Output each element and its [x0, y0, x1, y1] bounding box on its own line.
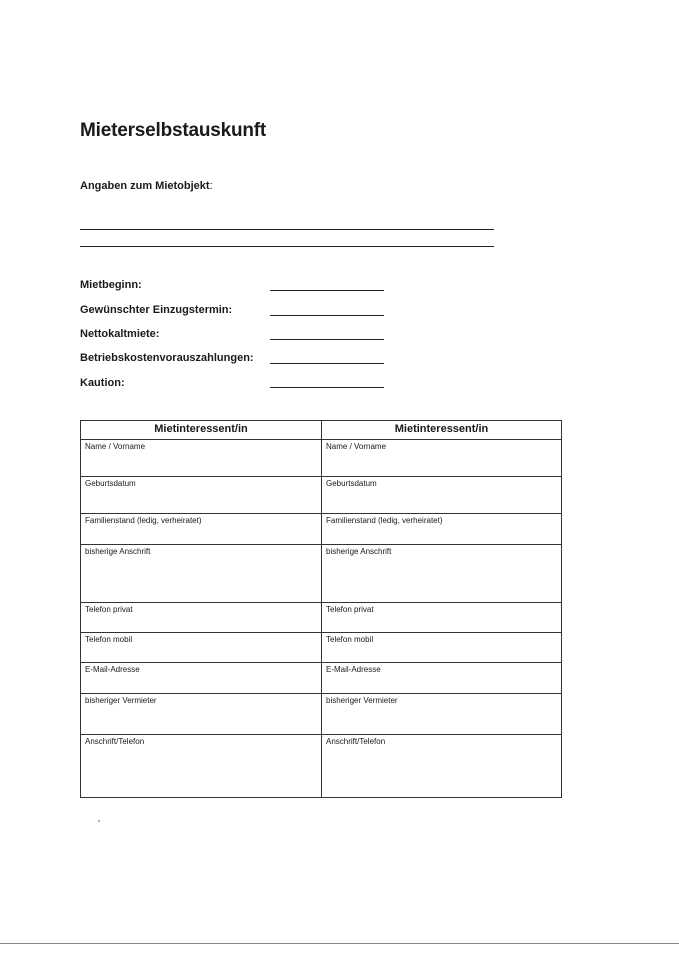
table-row: [81, 735, 562, 798]
cell-tenant-1-phone[interactable]: Telefon privat: [81, 603, 322, 633]
table-row: [81, 694, 562, 735]
cell-tenant-2-email[interactable]: E-Mail-Adresse: [322, 663, 562, 694]
line-nettokaltmiete[interactable]: [270, 339, 384, 340]
cell-tenant-1-birthdate[interactable]: Geburtsdatum: [81, 477, 322, 514]
table-row: [81, 545, 562, 603]
mietobjekt-line-1[interactable]: [80, 229, 494, 230]
label-kaution: Kaution:: [80, 377, 125, 389]
header-tenant-1: Mietinteressent/in: [81, 421, 322, 440]
cell-tenant-2-marital[interactable]: Familienstand (ledig, verheiratet): [322, 514, 562, 545]
table-row: [81, 603, 562, 633]
cell-tenant-1-landlord-contact[interactable]: Anschrift/Telefon: [81, 735, 322, 798]
table-row: [81, 633, 562, 663]
line-mietbeginn[interactable]: [270, 290, 384, 291]
section-heading-colon: :: [209, 180, 213, 192]
table-row: [81, 477, 562, 514]
table-header-row: [81, 421, 562, 440]
section-heading-mietobjekt: [80, 180, 213, 192]
cell-tenant-2-address[interactable]: bisherige Anschrift: [322, 545, 562, 603]
page-title: Mieterselbstauskunft: [80, 120, 267, 141]
line-einzugstermin[interactable]: [270, 315, 384, 316]
label-einzugstermin: Gewünschter Einzugstermin:: [80, 304, 233, 316]
cell-tenant-2-mobile[interactable]: Telefon mobil: [322, 633, 562, 663]
line-kaution[interactable]: [270, 387, 384, 388]
cell-tenant-1-landlord[interactable]: bisheriger Vermieter: [81, 694, 322, 735]
cell-tenant-1-mobile[interactable]: Telefon mobil: [81, 633, 322, 663]
cell-tenant-2-birthdate[interactable]: Geburtsdatum: [322, 477, 562, 514]
section-heading-text: Angaben zum Mietobjekt: [80, 180, 210, 192]
label-betriebskosten: Betriebskostenvorauszahlungen:: [80, 352, 254, 364]
table-row: [81, 663, 562, 694]
label-nettokaltmiete: Nettokaltmiete:: [80, 328, 160, 340]
header-tenant-2: Mietinteressent/in: [322, 421, 562, 440]
scan-speck: [98, 820, 100, 822]
cell-tenant-1-marital[interactable]: Familienstand (ledig, verheiratet): [81, 514, 322, 545]
tenant-table: [80, 420, 562, 798]
cell-tenant-1-email[interactable]: E-Mail-Adresse: [81, 663, 322, 694]
cell-tenant-2-phone[interactable]: Telefon privat: [322, 603, 562, 633]
cell-tenant-1-address[interactable]: bisherige Anschrift: [81, 545, 322, 603]
cell-tenant-2-landlord[interactable]: bisheriger Vermieter: [322, 694, 562, 735]
line-betriebskosten[interactable]: [270, 363, 384, 364]
scan-bottom-edge: [0, 943, 679, 944]
cell-tenant-1-name[interactable]: Name / Vorname: [81, 440, 322, 477]
mietobjekt-line-2[interactable]: [80, 246, 494, 247]
table-row: [81, 514, 562, 545]
table-row: [81, 440, 562, 477]
label-mietbeginn: Mietbeginn:: [80, 279, 142, 291]
cell-tenant-2-landlord-contact[interactable]: Anschrift/Telefon: [322, 735, 562, 798]
cell-tenant-2-name[interactable]: Name / Vorname: [322, 440, 562, 477]
